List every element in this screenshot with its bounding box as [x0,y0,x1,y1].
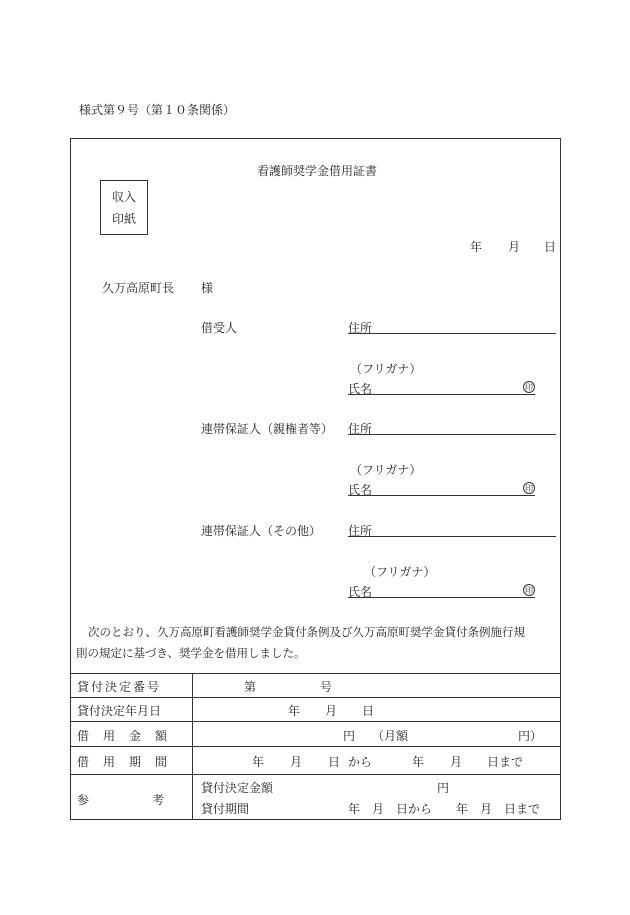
loan-decision-number-label: 貸付決定番号 [77,680,162,694]
guarantor2-name-label: 氏名 [348,585,373,599]
borrower-name-label: 氏名 [348,382,373,396]
remarks-period-text: 年 月 日から 年 月 日まで [348,802,541,816]
remarks-amount-yen: 円 [437,781,450,795]
loan-decision-number-go: 号 [320,680,333,694]
loan-period-start-day: 日 [328,755,341,769]
remarks-label-1: 参 [77,793,90,807]
remarks-period-label: 貸付期間 [201,802,250,816]
guarantor1-name-line [348,495,535,496]
loan-decision-date-day: 日 [362,704,375,718]
document-title: 看護師奨学金借用証書 [257,164,378,178]
guarantor1-furigana: （フリガナ） [350,463,422,477]
table-row-divider [70,697,561,698]
loan-amount-monthly-yen: 円） [518,729,543,743]
loan-amount-label: 借用金額 [77,729,182,743]
guarantor2-seal-icon: 印 [525,586,533,595]
table-row-divider [70,746,561,747]
loan-decision-date-label: 貸付決定年月日 [77,704,162,718]
remarks-label-2: 考 [152,793,165,807]
loan-period-start-month: 月 [290,755,303,769]
stamp-label-2: 印紙 [111,212,136,226]
date-year: 年 [470,240,483,254]
loan-decision-date-month: 月 [325,704,338,718]
borrower-seal-icon: 印 [525,383,533,392]
table-row-divider [70,774,561,775]
loan-period-label: 借用期間 [77,755,182,769]
table-row-divider [70,721,561,722]
guarantor2-address-label: 住所 [348,524,373,538]
guarantor1-name-label: 氏名 [348,483,373,497]
loan-amount-yen: 円 [343,729,356,743]
statement-line-1: 次のとおり、久万高原町看護師奨学金貸付条例及び久万高原町奨学金貸付条例施行規 [88,625,525,639]
table-top-border [70,673,561,674]
guarantor1-address-label: 住所 [348,422,373,436]
revenue-stamp-box [100,180,148,235]
loan-amount-monthly-label: （月額 [372,729,409,743]
guarantor2-furigana: （フリガナ） [364,565,436,579]
borrower-furigana: （フリガナ） [350,362,422,376]
borrower-address-label: 住所 [348,321,373,335]
date-day: 日 [544,240,557,254]
addressee-honorific: 様 [201,281,214,295]
statement-line-2: 則の規定に基づき、奨学金を借用しました。 [76,646,306,660]
remarks-amount-label: 貸付決定金額 [201,781,274,795]
borrower-label: 借受人 [201,321,238,335]
loan-decision-date-year: 年 [288,704,301,718]
loan-period-end-day: 日まで [487,755,524,769]
loan-period-from: から [348,755,373,769]
form-number: 様式第９号（第１０条関係） [79,103,236,117]
guarantor2-name-line [348,597,535,598]
loan-decision-number-dai: 第 [244,680,257,694]
guarantor2-label: 連帯保証人（その他） [201,524,322,538]
loan-period-start-year: 年 [252,755,265,769]
borrower-name-line [348,394,535,395]
date-month: 月 [508,240,521,254]
stamp-label-1: 収入 [111,190,136,204]
loan-period-end-year: 年 [412,755,425,769]
table-column-divider [192,673,193,820]
loan-period-end-month: 月 [450,755,463,769]
guarantor1-address-line [348,434,556,435]
addressee-name: 久万高原町長 [102,281,175,295]
borrower-address-line [348,333,556,334]
guarantor2-address-line [348,536,556,537]
guarantor1-label: 連帯保証人（親権者等） [201,422,334,436]
guarantor1-seal-icon: 印 [525,484,533,493]
